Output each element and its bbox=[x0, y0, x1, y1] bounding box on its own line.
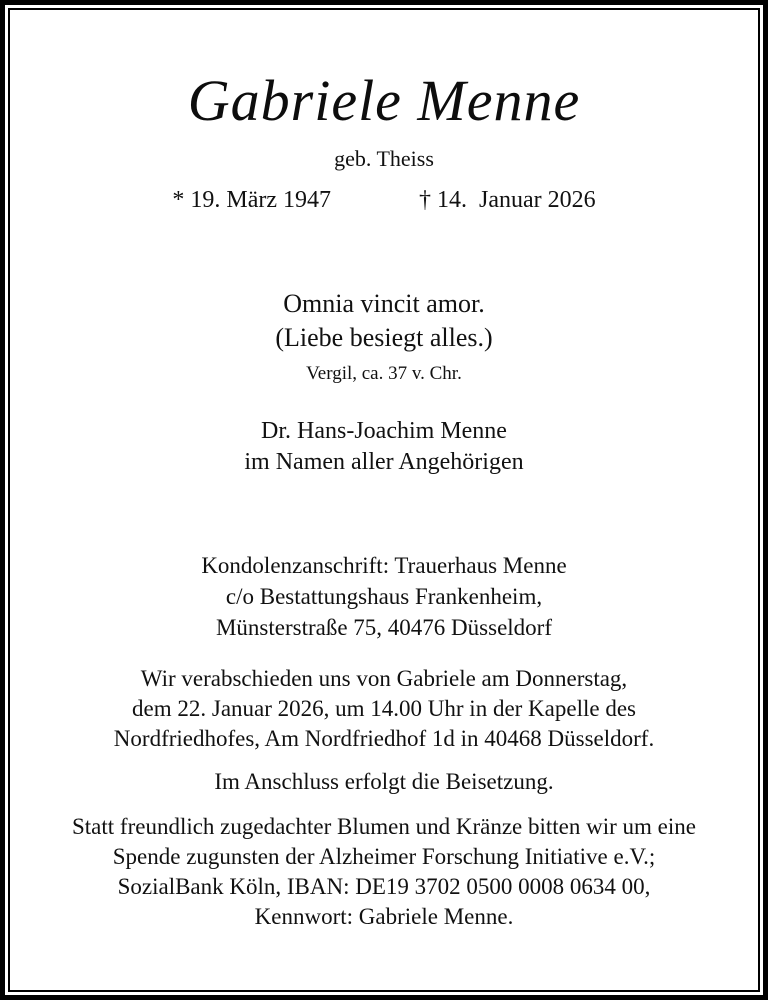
farewell-service-block bbox=[20, 664, 748, 754]
latin-quote bbox=[20, 287, 748, 355]
donation-request-block bbox=[20, 812, 748, 932]
notice-content bbox=[20, 20, 748, 980]
death-date: † 14. Januar 2026 bbox=[419, 187, 596, 213]
deceased-name: Gabriele Menne bbox=[187, 68, 581, 133]
farewell-line: dem 22. Januar 2026, um 14.00 Uhr in der Kapelle des bbox=[132, 696, 636, 721]
condolence-line: Münsterstraße 75, 40476 Düsseldorf bbox=[215, 615, 552, 640]
farewell-line: Wir verabschieden uns von Gabriele am Donnerstag, bbox=[140, 666, 628, 691]
farewell-line: Nordfriedhofes, Am Nordfriedhof 1d in 40468 Düsseldorf. bbox=[113, 726, 655, 751]
mourner-on-behalf: im Namen aller Angehörigen bbox=[244, 449, 524, 475]
condolence-address-block bbox=[20, 550, 748, 643]
quote-translation: (Liebe besiegt alles.) bbox=[275, 323, 493, 352]
burial-note: Im Anschluss erfolgt die Beisetzung. bbox=[214, 769, 554, 794]
donation-line: SozialBank Köln, IBAN: DE19 3702 0500 0008 0634 00, bbox=[117, 874, 651, 899]
condolence-line: Kondolenzanschrift: Trauerhaus Menne bbox=[201, 553, 567, 578]
inner-frame-border bbox=[8, 8, 760, 992]
quote-line: Omnia vincit amor. bbox=[283, 289, 485, 318]
birth-date: * 19. März 1947 bbox=[172, 187, 331, 213]
donation-line: Spende zugunsten der Alzheimer Forschung Initiative e.V.; bbox=[112, 844, 656, 869]
condolence-line: c/o Bestattungshaus Frankenheim, bbox=[225, 584, 543, 609]
donation-line: Kennwort: Gabriele Menne. bbox=[254, 904, 514, 929]
donation-line: Statt freundlich zugedachter Blumen und Kränze bitten wir um eine bbox=[72, 814, 696, 839]
quote-attribution: Vergil, ca. 37 v. Chr. bbox=[306, 363, 462, 384]
maiden-name: geb. Theiss bbox=[334, 146, 434, 171]
life-dates bbox=[20, 185, 748, 215]
mourner-name: Dr. Hans-Joachim Menne bbox=[261, 418, 507, 444]
mourners-block bbox=[20, 416, 748, 478]
